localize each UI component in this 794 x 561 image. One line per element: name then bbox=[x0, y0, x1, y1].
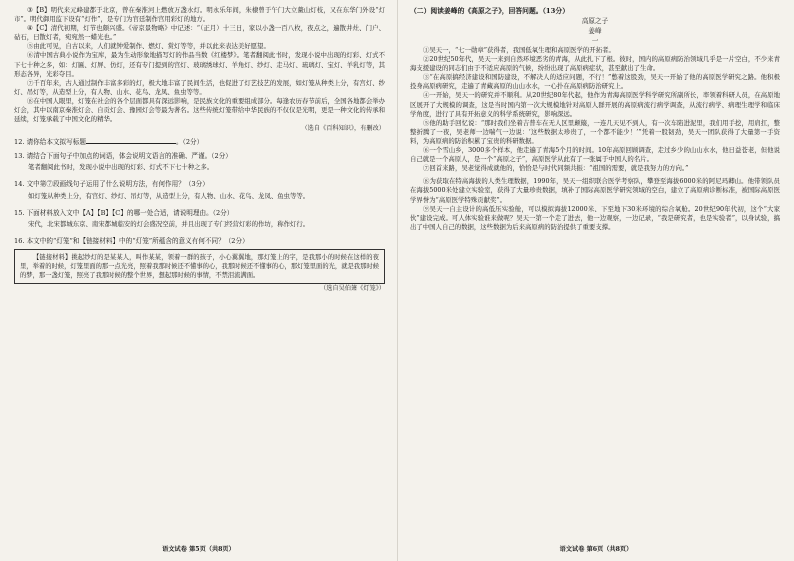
paragraph-5: ⑤由此可见，自古以来，人们就钟爱制作、燃灯、赏灯等等，并以此来表达美好愿望。 bbox=[27, 42, 270, 51]
question-13-sentence: 笔者翻阅此书时，发现小说中出现的灯彩、灯式不下七十种之多。 bbox=[28, 163, 214, 172]
article-author: 姜峰 bbox=[588, 27, 602, 35]
page-footer-left: 语文试卷 第5页（共8页） bbox=[162, 546, 235, 553]
question-13: 13. 请结合下面句子中加点的词语，体会说明文语言的准确、严谨。（2分） bbox=[14, 151, 232, 160]
article-paragraph-8: ⑧为获取在特高海拔的人类生理数据，1990年，吴天一组织联合医学考察队，攀登至海拔6000米的阿尼玛卿山。他带领队员在海拔5000米处建立实验室，获得了大量珍贵数据，填补了国际高原医学研究领域的空白，建立了高原病诊断标准，被国际高原医学界誉为“高原医学特殊贡献奖”。 bbox=[410, 177, 780, 204]
article-paragraph-9: ⑨吴天一自主设计的高低压实验舱，可以模拟海拔12000米、下至地下30米环境的综合氧舱。20世纪90年代初，这个“大家伙”建设完成。可人体实验谁来做呢？吴天一第一个走了进去，他一边观察，一边记录，“我是研究者，也是实验者”，以身试验，搞出了中国人自己的数据，这些数据为后来高原病的防治提供了重要支撑。 bbox=[410, 204, 780, 231]
section-heading: （二）阅读姜峰的《高原之子》，回答问题。（13分） bbox=[410, 7, 569, 15]
paragraph-3: ③【B】明代来元峰建都于北京，曾在秦淮河上燃放万盏水灯。明永乐年间，朱棣曾于午门大立鳌山灯枝，又在东华门外设“灯市”。明代御用监下设有“灯作”，是专门为官廷制作宫用彩灯的地方。 bbox=[14, 6, 385, 24]
question-14: 14. 文中第⑦段画线句子运用了什么说明方法，有何作用？（3分） bbox=[14, 180, 209, 189]
page-footer-right: 语文试卷 第6页（共8页） bbox=[559, 546, 633, 553]
question-16: 16. 本文中的“灯笼”和【链接材料】中的“灯笼”所蕴含的意义有何不同？（2分） bbox=[14, 237, 249, 246]
answer-blank[interactable] bbox=[86, 137, 176, 144]
article-paragraph-5: ⑤他的助手回忆说：“那时我们坐着吉普车在无人区里颠簸，一连几天见不到人，有一次车陷进泥里，我们用手挖，用肩扛，整整折腾了一夜，吴老师一边喘气一边说：‘这些数据太珍贵了，一个都不能少！’”凭着一股韧劲，吴天一团队获得了大量第一手资料，为高原病的防治积累了宝贵的科研数据。 bbox=[410, 118, 780, 145]
article-paragraph-6: ⑥一个雪山乡，3000多个样本，他走遍了青海5个月的时间。10年高原回顾调查，走过乡少的山山水水，他日益苍老，但他说自己就是一个高原人，是一个“高原之子”，高原医学从此有了一张属于中国人的名片。 bbox=[410, 146, 780, 164]
paragraph-4: ④【C】清代初期，灯节也颇兴盛。《帝京景物略》中记述：“（正月）十三日，家以小盏一百八枚，夜点之，遍散井灶、门户、砧石，曰散灯者，宛宛然一蜡光也。” bbox=[14, 24, 385, 42]
paragraph-8: ⑧在中国人眼里，灯笼在社会的各个层面都具有深远影响，是民族文化的重要组成部分。每逢农历春节前后，全国各地都会举办灯会，其中以南京秦淮灯会、自贡灯会、豫园灯会等最为著名。这些传统灯笼带给中华民族的不仅仅是光明，更是一种文化的传承和延续，灯笼承载了中国文化的精华。 bbox=[14, 96, 385, 124]
article-title: 高原之子 bbox=[581, 17, 609, 25]
article-paragraph-3: ③“在高原搞经济建设和国防建设，不解决人的适应问题，不行！”憋着这股劲，吴天一开始了他的高原医学研究之路。他积极投身高原病研究，走遍了青藏高原的山山水水，一心扑在高原病防治研究上。 bbox=[410, 73, 780, 91]
link-material-box: 【链接材料】挑起纱灯的是某某人，叫作某某，领着一群的孩子，小心翼翼地，那灯笼上的字，是我那小的时候在这样的夜里，举着的时候，灯笼里面的那一点光亮，照着我那时候还不懂事的心，我那时候还不懂事的心，那灯笼里面的光，就是我那时候的梦，那一盏灯笼，照亮了我那时候的整个世界，想起那时候的事情，不禁泪流满面。 bbox=[14, 249, 385, 284]
question-15: 15. 下面材料放入文中【A】【B】【C】的哪一处合适，请说明理由。（2分） bbox=[14, 208, 234, 217]
article-paragraph-4: ④一开始，吴天一的研究并不顺利。从20世纪80年代起，他作为青海高原医学科学研究所副所长，率领着科研人员，在高原地区展开了大规模的调查，这是当时国内第一次大规模地针对高原人群开展的高原病流行病学调查，从流行病学、病理生理学和临床学角度，进行了具有开拓意义的科学系统研究，影响深远。 bbox=[410, 91, 780, 118]
article-paragraph-1: ①吴天一，“七一勋章”获得者，我国低氧生理和高原医学的开拓者。 bbox=[423, 46, 615, 54]
source-note: （选自《百科知识》，有删改） bbox=[301, 125, 385, 133]
question-14-sentence: 如灯笼从种类上分，有宫灯、纱灯、吊灯等，从造型上分，有人物、山水、花鸟、龙凤、鱼虫等等。 bbox=[28, 191, 310, 200]
link-source: （选自吴伯箫《灯笼》） bbox=[320, 284, 385, 292]
paragraph-7: ⑦千百年来，古人通过制作丰富多彩的灯，极大地丰富了民间生活，也促进了灯艺技艺的发展，如灯笼从种类上分，有宫灯、纱灯、吊灯等，从造型上分，有人物、山水、花鸟、龙凤、鱼虫等等。 bbox=[14, 78, 385, 96]
question-12: 12. 请你给本文拟写标题 。（2分） bbox=[14, 138, 204, 147]
paragraph-6: ⑥清中国古典小说作为宝库，最为生动形象地描写灯的作品当数《红楼梦》。笔者翻阅此书时，发现小说中出现的灯彩、灯式不下七十种之多，如：灯匾、灯屏、仿灯，还有专门提到的宫灯、玻璃绣球灯、羊角灯、纱灯、走马灯、琉璃灯、宝灯、羊乳灯等，其形态各异，光彩夺目。 bbox=[14, 51, 385, 78]
question-15-sentence: 宋代，北宋都城东京、南宋都城临安的灯会盛况空前，并且出现了专门经营灯彩的作坊，称作灯行。 bbox=[28, 220, 310, 229]
article-paragraph-7: ⑦回首来路，吴老觉得成就他的，恰恰是与时代同频共振：“祖国的需要，就是我努力的方向。” bbox=[423, 164, 689, 173]
article-paragraph-2: ②20世纪50年代，吴天一来到自然环境恶劣的青海，从此扎下了根。彼时，国内的高原病防治领域几乎是一片空白，不少来青海支援建设的同志们由于不适应高原的气候，纷纷出现了高原病症状，甚至献出了生命。 bbox=[410, 55, 780, 73]
part-number: 一 bbox=[591, 37, 599, 45]
right-page bbox=[397, 0, 794, 561]
